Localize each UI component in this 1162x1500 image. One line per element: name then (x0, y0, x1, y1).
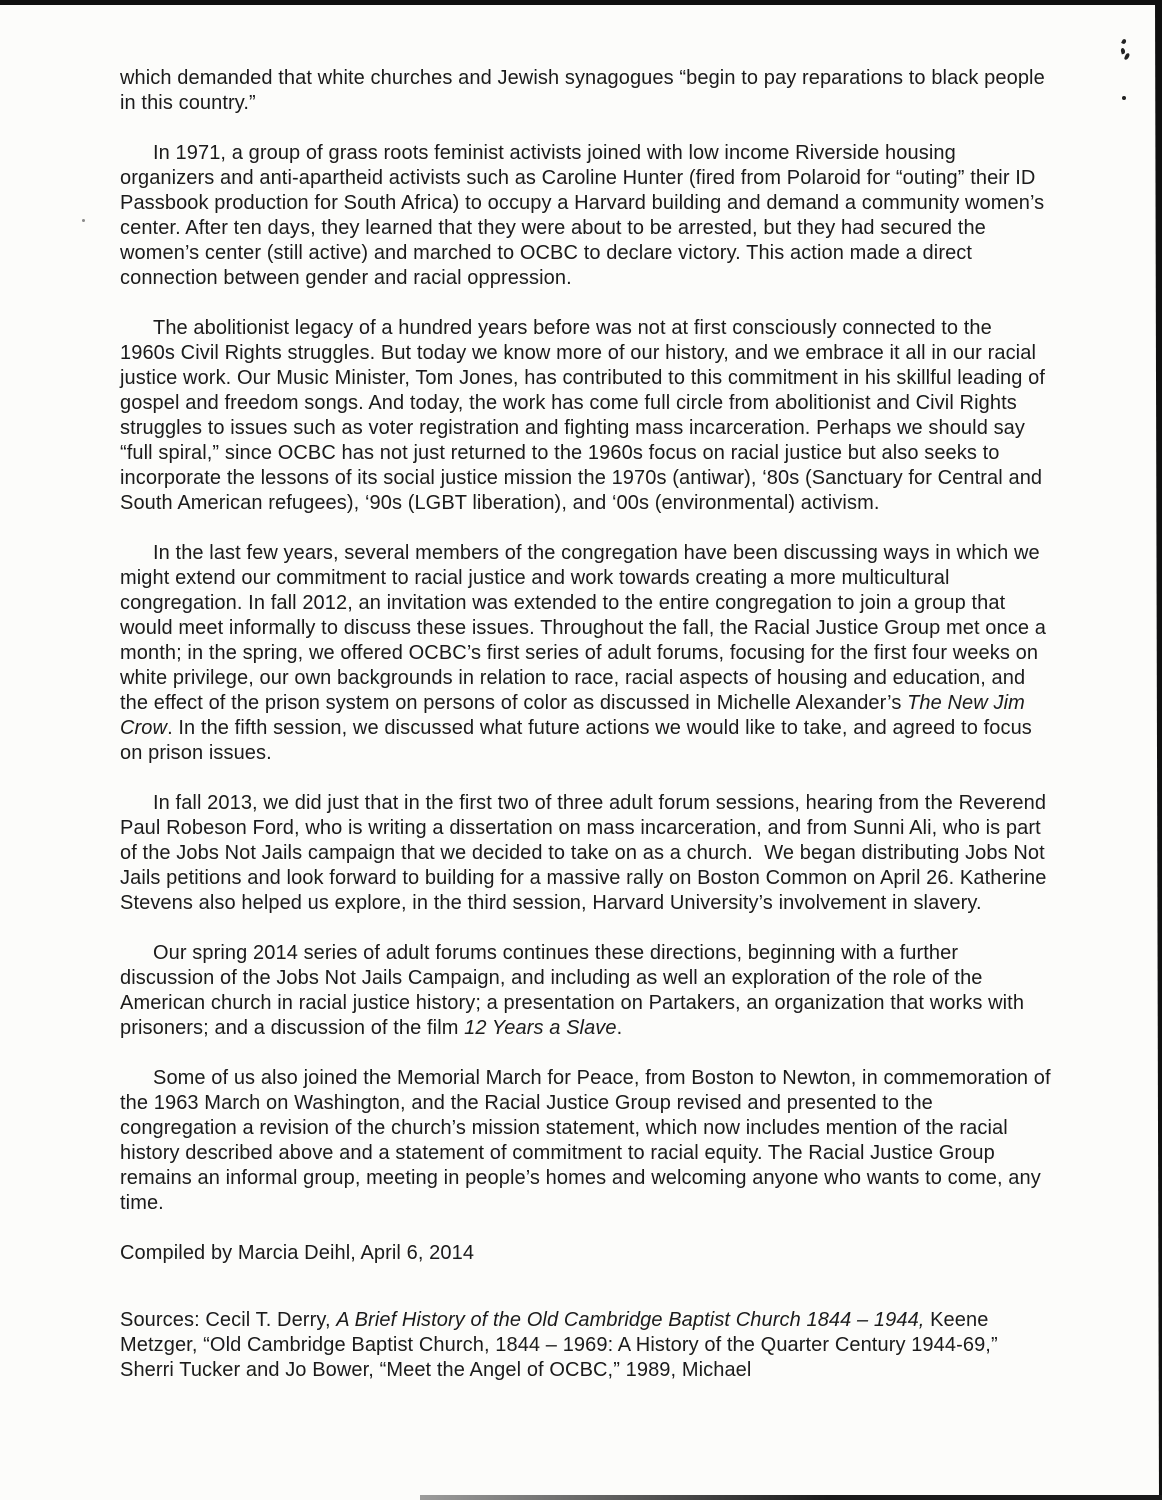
scan-edge-bottom (420, 1495, 1162, 1500)
scan-speck (1121, 38, 1127, 44)
scan-edge-top (0, 0, 1162, 5)
text-segment: . In the fifth session, we discussed what future actions we would like to take, and agreed to focus on prison issues. (120, 717, 1038, 764)
paragraph-body (120, 316, 1052, 516)
text-segment: Compiled by Marcia Deihl, April 6, 2014 (120, 1242, 475, 1264)
scan-speck (1124, 53, 1130, 61)
text-segment: In fall 2013, we did just that in the first two of three adult forum sessions, hearing from the Reverend Paul Robeson Ford, who is writing a dissertation on mass incarceration, and from Sunni Ali, who is part of the Jobs Not Jails campaign that we decided to take on as a church. We began distributing Jobs Not Jails petitions and look forward to building for a massive rally on Boston Common on April 26. Katherine Stevens also helped us explore, in the third session, Harvard University’s involvement in slavery. (120, 792, 1053, 914)
italic-text: A Brief History of the Old Cambridge Baptist Church 1844 – 1944, (336, 1309, 925, 1331)
text-segment: The abolitionist legacy of a hundred years before was not at first consciously connected to the 1960s Civil Rights struggles. But today we know more of our history, and we embrace it all in our racial justice work. Our Music Minister, Tom Jones, has contributed to this commitment in his skillful leading of gospel and freedom songs. And today, the work has come full circle from abolitionist and Civil Rights struggles to issues such as voter registration and fighting mass incarceration. Perhaps we should say “full spiral,” since OCBC has not just returned to the 1960s focus on racial justice but also seeks to incorporate the lessons of its social justice mission the 1970s (antiwar), ‘80s (Sanctuary for Central and South American refugees), ‘90s (LGBT liberation), and ‘00s (environmental) activism. (120, 317, 1051, 514)
italic-text: 12 Years a Slave (464, 1017, 617, 1039)
paragraph-body (120, 941, 1052, 1041)
paragraph-body (120, 66, 1052, 116)
paragraph-body (120, 1066, 1057, 1216)
text-segment: In the last few years, several members of the congregation have been discussing ways in which we might extend our commitment to racial justice and work towards creating a more multicultural congregation. In fall 2012, an invitation was extended to the entire congregation to join a group that would meet informally to discuss these issues. Throughout the fall, the Racial Justice Group met once a month; in the spring, we offered OCBC’s first series of adult forums, focusing for the first four weeks on white privilege, our own backgrounds in relation to race, racial aspects of housing and education, and the effect of the prison system on persons of color as discussed in Michelle Alexander’s (120, 542, 1052, 714)
paragraph-body (120, 541, 1052, 766)
scan-speck (1122, 96, 1126, 100)
paragraph-body (120, 791, 1052, 916)
paragraph-sources (120, 1308, 1052, 1383)
text-segment: which demanded that white churches and Jewish synagogues “begin to pay reparations to black people in this country.” (120, 67, 1051, 114)
paragraph-body (120, 141, 1052, 291)
document-body (120, 66, 1057, 1408)
italic-text: The New Jim Crow (120, 692, 1031, 739)
text-segment: . (616, 1017, 623, 1039)
text-segment: Some of us also joined the Memorial March for Peace, from Boston to Newton, in commemoration of the 1963 March on Washington, and the Racial Justice Group revised and presented to the congregation a revision of the church’s mission statement, which now includes mention of the racial history described above and a statement of commitment to racial equity. The Racial Justice Group remains an informal group, meeting in people’s homes and welcoming anyone who wants to come, any time. (120, 1067, 1057, 1214)
scan-edge-right (1155, 0, 1162, 1500)
paragraph-byline (120, 1241, 1052, 1266)
text-segment: Sources: Cecil T. Derry, (120, 1309, 337, 1331)
scan-speck (82, 219, 85, 222)
text-segment: In 1971, a group of grass roots feminist activists joined with low income Riverside housing organizers and anti-apartheid activists such as Caroline Hunter (fired from Polaroid for “outing” their ID Passbook production for South Africa) to occupy a Harvard building and demand a community women’s center. After ten days, they learned that they were about to be arrested, but they had secured the women’s center (still active) and marched to OCBC to declare victory. This action made a direct connection between gender and racial oppression. (120, 142, 1050, 289)
text-segment: Keene Metzger, “Old Cambridge Baptist Church, 1844 – 1969: A History of the Quarter Century 1944-69,” Sherri Tucker and Jo Bower, “Meet the Angel of OCBC,” 1989, Michael (120, 1309, 1004, 1381)
text-segment: Our spring 2014 series of adult forums continues these directions, beginning with a further discussion of the Jobs Not Jails Campaign, and including as well an exploration of the role of the American church in racial justice history; a presentation on Partakers, an organization that works with prisoners; and a discussion of the film (120, 942, 1030, 1039)
